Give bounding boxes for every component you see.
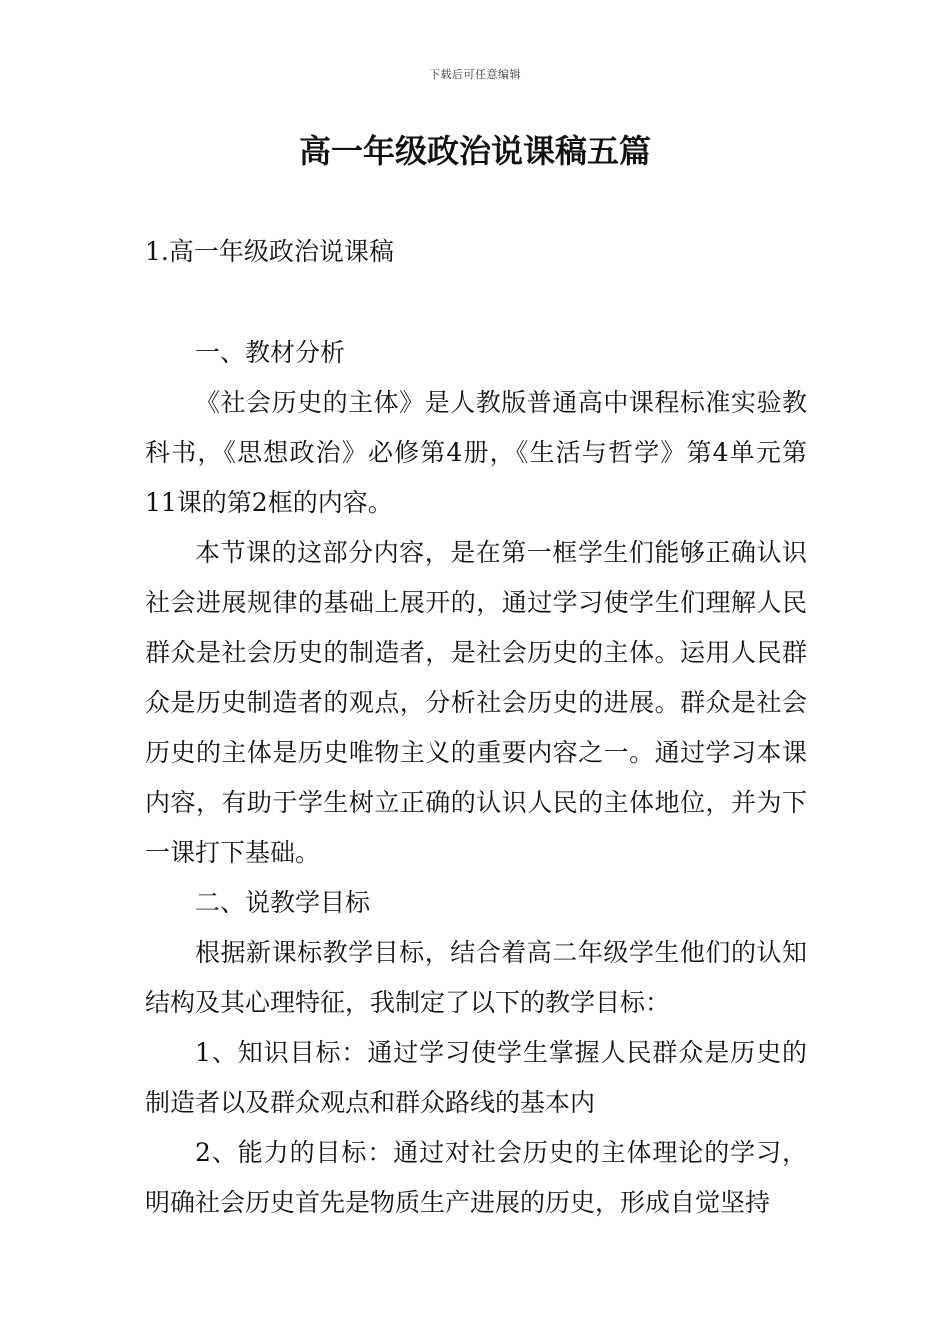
paragraph-heading-textbook-analysis: 一、教材分析	[195, 338, 346, 367]
paragraph: 根据新课标教学目标，结合着高二年级学生他们的认知结构及其心理特征，我制定了以下的教学目标：	[145, 938, 807, 1017]
paragraph: 《社会历史的主体》是人教版普通高中课程标准实验教科书，《思想政治》必修第4册，《生活与哲学》第4单元第11课的第2框的内容。	[145, 388, 807, 517]
body-text	[145, 328, 807, 1228]
paragraph-heading-teaching-goals: 二、说教学目标	[195, 888, 371, 917]
document-title: 高一年级政治说课稿五篇	[298, 132, 651, 170]
header-note: 下载后可任意编辑	[429, 68, 521, 81]
section-heading: 1.高一年级政治说课稿	[145, 237, 394, 266]
paragraph: 本节课的这部分内容，是在第一框学生们能够正确认识社会进展规律的基础上展开的，通过学习使学生们理解人民群众是社会历史的制造者，是社会历史的主体。运用人民群众是历史制造者的观点，分析社会历史的进展。群众是社会历史的主体是历史唯物主义的重要内容之一。通过学习本课内容，有助于学生树立正确的认识人民的主体地位，并为下一课打下基础。	[145, 538, 807, 867]
paragraph: 2、能力的目标：通过对社会历史的主体理论的学习，明确社会历史首先是物质生产进展的历史，形成自觉坚持	[145, 1138, 807, 1217]
paragraph: 1、知识目标：通过学习使学生掌握人民群众是历史的制造者以及群众观点和群众路线的基本内	[145, 1038, 807, 1117]
